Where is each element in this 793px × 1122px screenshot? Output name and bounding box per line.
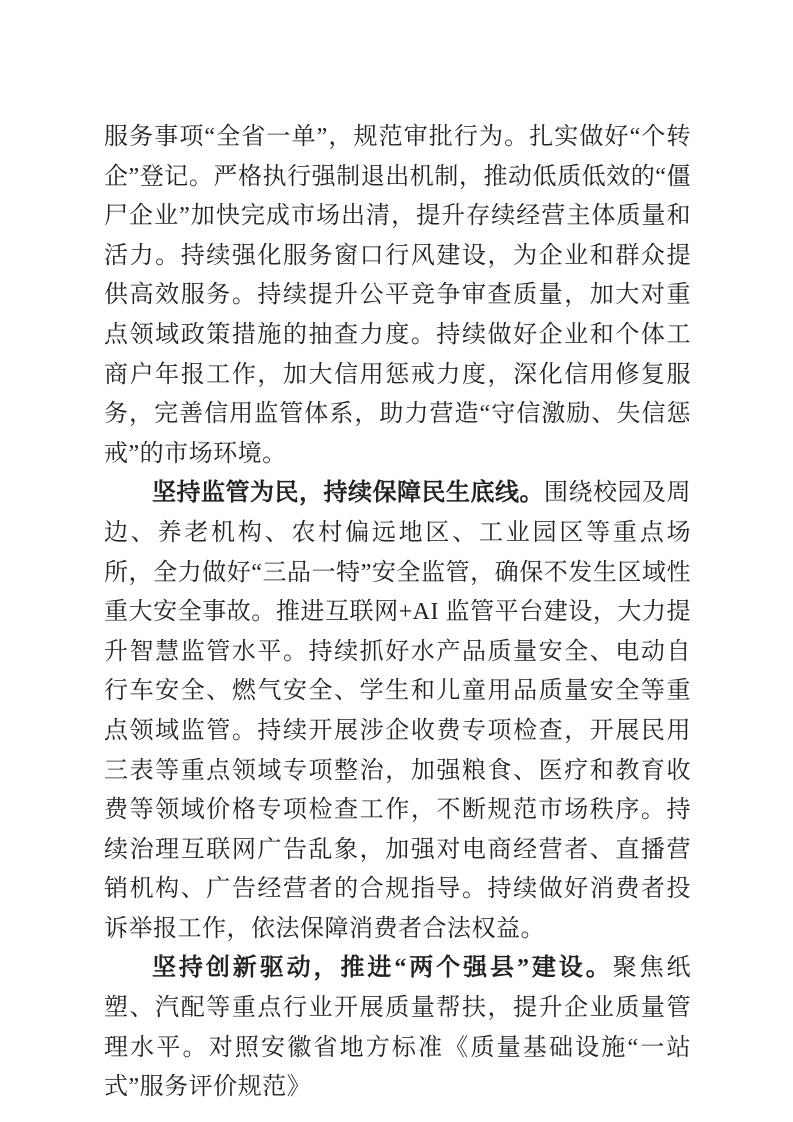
paragraph-3-lead: 坚持创新驱动，推进“两个强县”建设。 — [152, 955, 613, 982]
paragraph-3-text: 聚焦纸塑、汽配等重点行业开展质量帮扶，提升企业质量管理水平。对照安徽省地方标准《质量基础设施“一站式”服务评价规范》 — [104, 955, 692, 1101]
paragraph-2-text: 围绕校园及周边、养老机构、农村偏远地区、工业园区等重点场所，全力做好“三品一特”安全监管，确保不发生区域性重大安全事故。推进互联网+AI 监管平台建设，大力提升智慧监管水平。持续抓好水产品质量安全、电动自行车安全、燃气安全、学生和儿童用品质量安全等重点领域监管。持续开展涉企收费专项检查，开展民用三表等重点领域专项整治，加强粮食、医疗和教育收费等领域价格专项检查工作，不断规范市场秩序。持续治理互联网广告乱象，加强对电商经营者、直播营销机构、广告经营者的合规指导。持续做好消费者投诉举报工作，依法保障消费者合法权益。 — [104, 480, 691, 942]
document-body — [104, 118, 691, 1108]
paragraph-2 — [104, 474, 691, 949]
paragraph-2-lead: 坚持监管为民，持续保障民生底线。 — [152, 480, 544, 507]
paragraph-1-text: 服务事项“全省一单”，规范审批行为。扎实做好“个转企”登记。严格执行强制退出机制，推动低质低效的“僵尸企业”加快完成市场出清，提升存续经营主体质量和活力。持续强化服务窗口行风建设，为企业和群众提供高效服务。持续提升公平竞争审查质量，加大对重点领域政策措施的抽查力度。持续做好企业和个体工商户年报工作，加大信用惩戒力度，深化信用修复服务，完善信用监管体系，助力营造“守信激励、失信惩戒”的市场环境。 — [104, 124, 691, 467]
paragraph-3 — [104, 949, 691, 1107]
paragraph-1 — [104, 118, 691, 474]
